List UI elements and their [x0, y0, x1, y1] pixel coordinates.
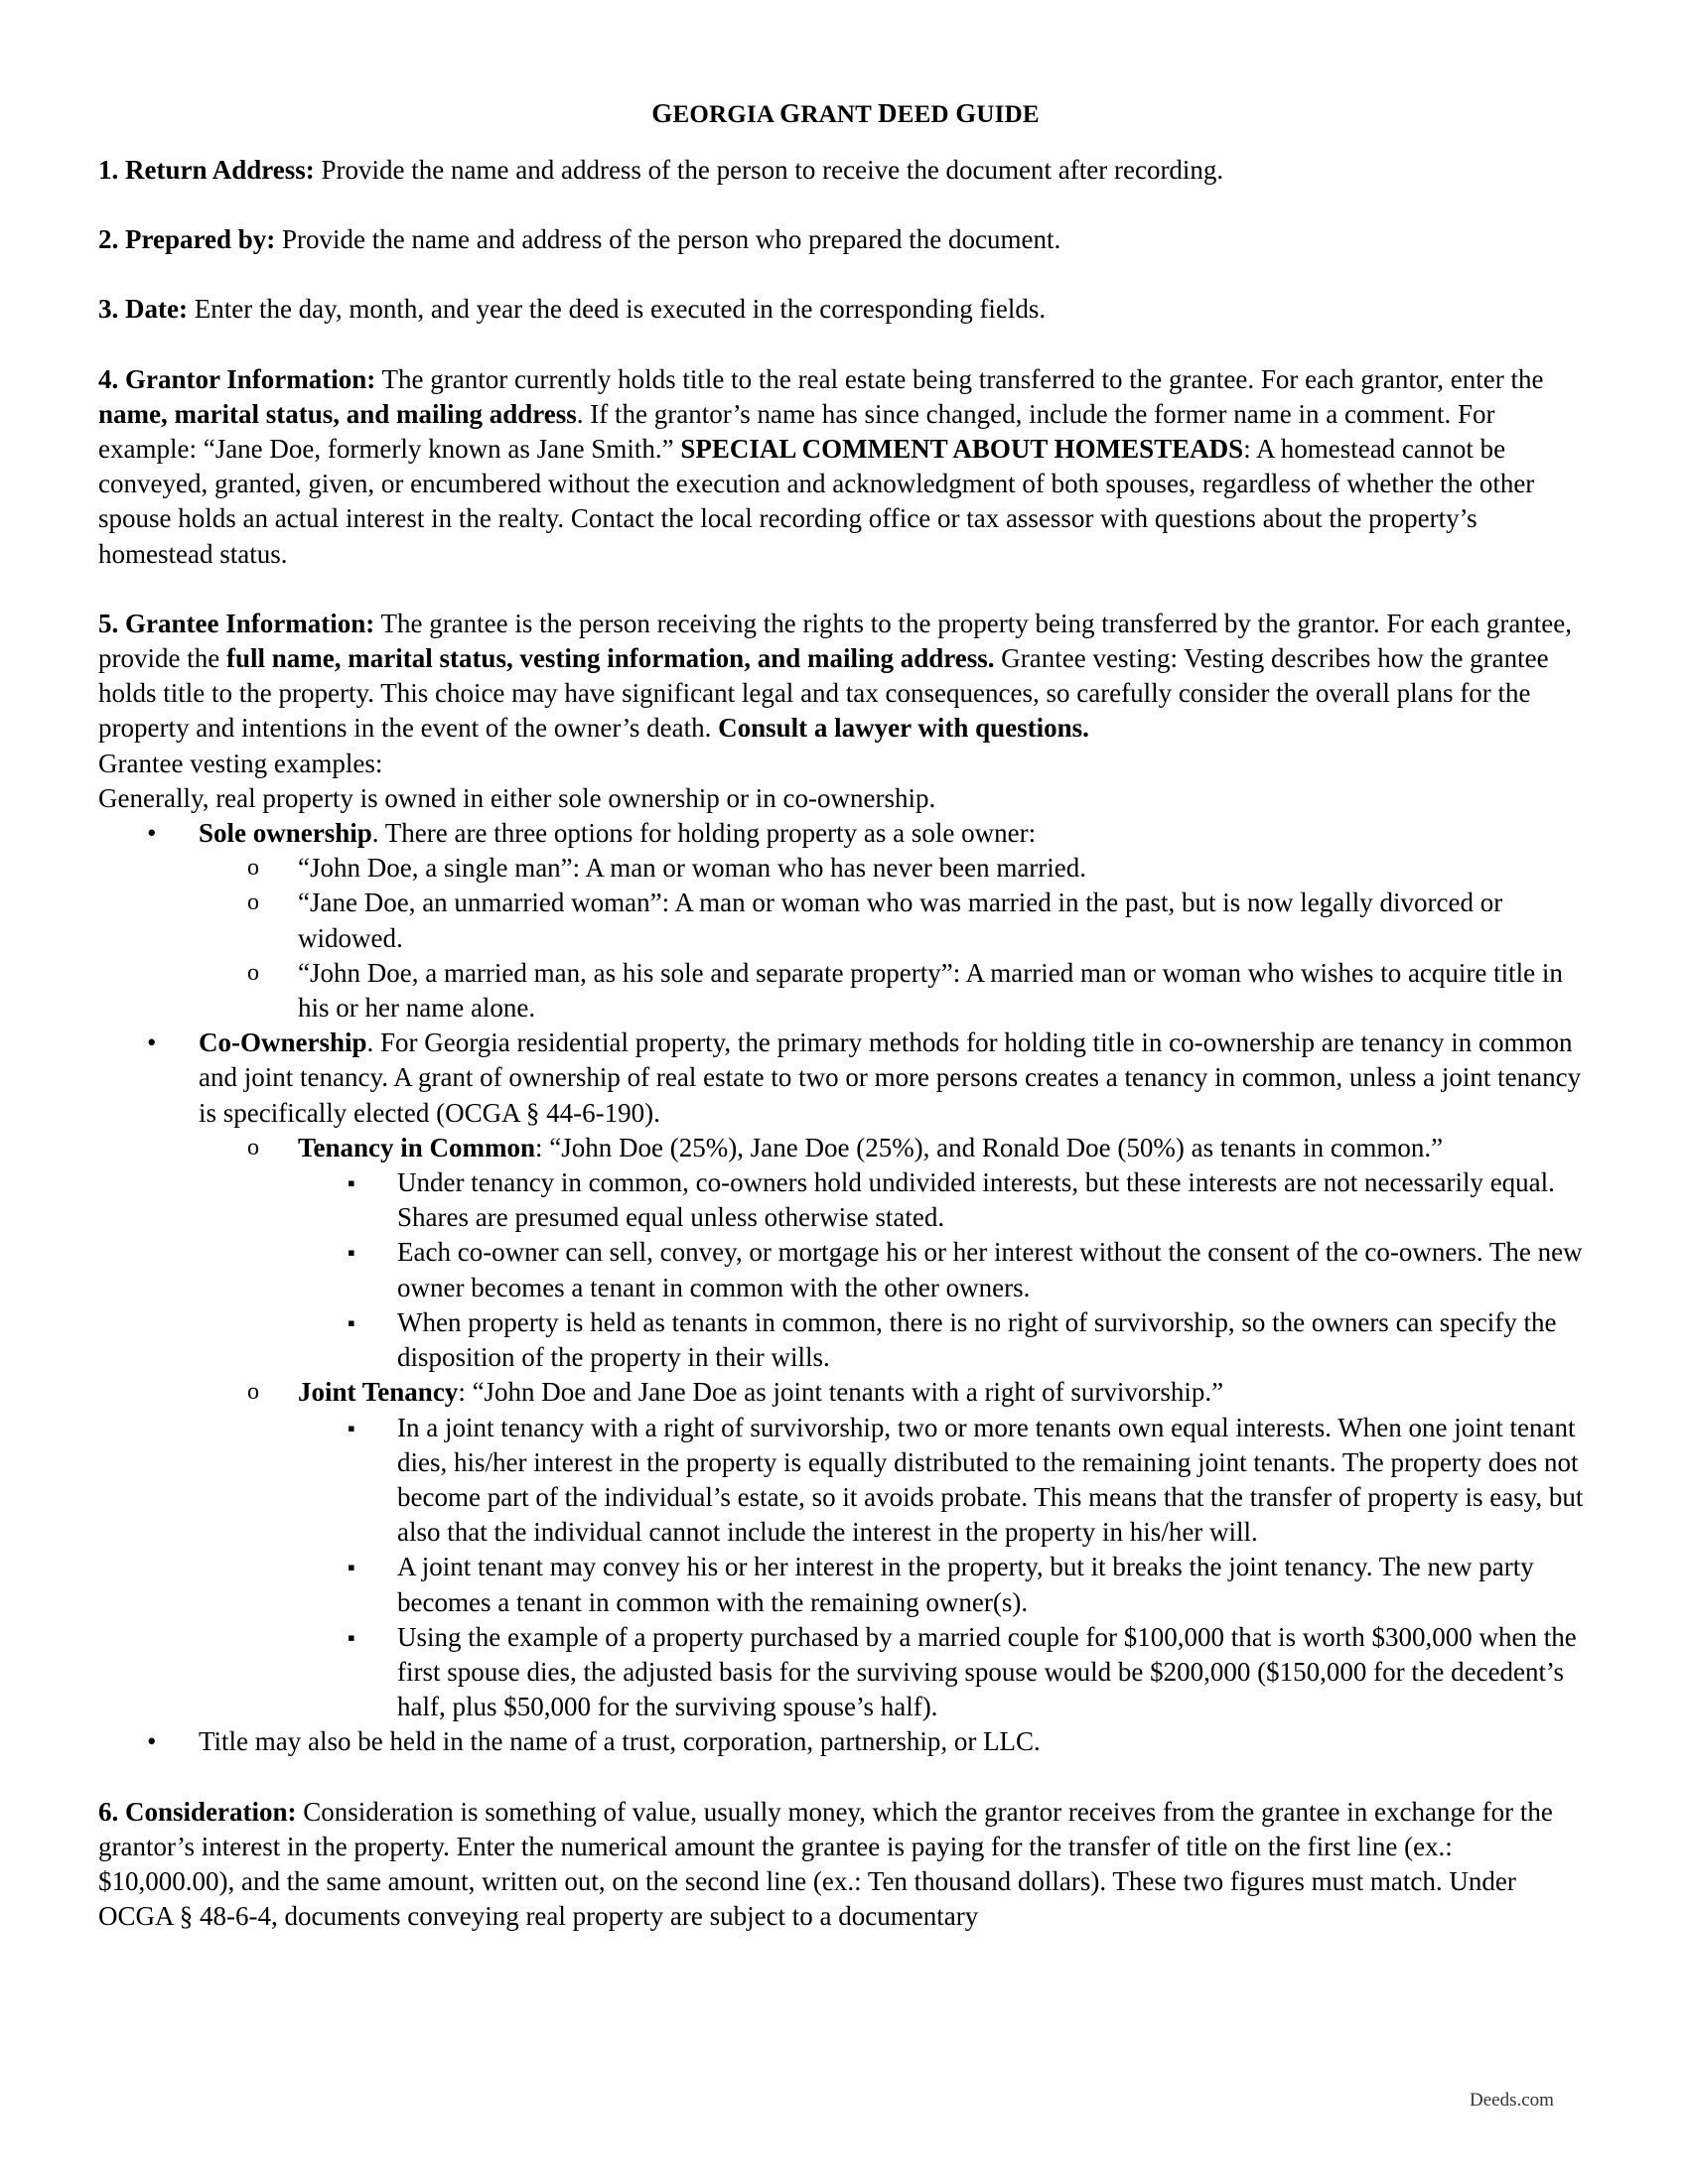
list-item-joint-tenancy: o Joint Tenancy: “John Doe and Jane Doe as joint tenants with a right of survivorship.” — [98, 1375, 1593, 1410]
list-item: o “John Doe, a single man”: A man or woman who has never been married. — [98, 851, 1593, 886]
list-item: ▪ A joint tenant may convey his or her interest in the property, but it breaks the joint tenancy. The new party becomes a tenant in common with the remaining owner(s). — [98, 1550, 1593, 1619]
list-item-sole-ownership: • Sole ownership. There are three options for holding property as a sole owner: — [98, 816, 1593, 851]
vesting-list — [98, 816, 1593, 1759]
list-item-trust: • Title may also be held in the name of a trust, corporation, partnership, or LLC. — [98, 1724, 1593, 1759]
section-return-address: 1. Return Address: Provide the name and address of the person to receive the document after recording. — [98, 155, 1224, 185]
list-item: ▪ Under tenancy in common, co-owners hold undivided interests, but these interests are not necessarily equal. Shares are presumed equal unless otherwise stated. — [98, 1165, 1593, 1235]
list-item: ▪ In a joint tenancy with a right of survivorship, two or more tenants own equal interests. When one joint tenant dies, his/her interest in the property is equally distributed to the remaining joint tenants. The property does not become part of the individual’s estate, so it avoids probate. This means that the transfer of property is easy, but also that the individual cannot include the interest in the property in his/her will. — [98, 1411, 1593, 1551]
section-grantor-information: 4. Grantor Information: The grantor currently holds title to the real estate being transferred to the grantee. For each grantor, enter the name, marital status, and mailing address. If the grantor’s name has since changed, include the former name in a comment. For example: “Jane Doe, formerly known as Jane Smith.” SPECIAL COMMENT ABOUT HOMESTEADS: A homestead cannot be conveyed, granted, given, or encumbered without the execution and acknowledgment of both spouses, regardless of whether the other spouse holds an actual interest in the realty. Contact the local recording office or tax assessor with questions about the property’s homestead status. — [98, 363, 1544, 569]
vesting-examples-heading: Grantee vesting examples: — [98, 748, 383, 778]
section-prepared-by: 2. Prepared by: Provide the name and address of the person who prepared the document. — [98, 224, 1061, 255]
section-grantee-information — [98, 607, 1593, 1760]
list-item: ▪ Using the example of a property purchased by a married couple for $100,000 that is worth $300,000 when the first spouse dies, the adjusted basis for the surviving spouse would be $200,000 ($150,000 for the decedent’s half, plus $50,000 for the surviving spouse’s half). — [98, 1620, 1593, 1725]
list-item-tenancy-in-common: o Tenancy in Common: “John Doe (25%), Jane Doe (25%), and Ronald Doe (50%) as tenants in common.” — [98, 1131, 1593, 1165]
document-page — [98, 96, 1593, 1934]
footer-brand: Deeds.com — [1470, 2090, 1554, 2111]
list-item: o “Jane Doe, an unmarried woman”: A man or woman who was married in the past, but is now legally divorced or widowed. — [98, 886, 1593, 955]
list-item: ▪ Each co-owner can sell, convey, or mortgage his or her interest without the consent of the co-owners. The new owner becomes a tenant in common with the other owners. — [98, 1235, 1593, 1304]
page-title: GEORGIA GRANT DEED GUIDE — [651, 98, 1040, 128]
list-item: ▪ When property is held as tenants in common, there is no right of survivorship, so the owners can specify the disposition of the property in their wills. — [98, 1305, 1593, 1375]
vesting-generally: Generally, real property is owned in either sole ownership or in co-ownership. — [98, 782, 936, 813]
section-consideration: 6. Consideration: Consideration is something of value, usually money, which the grantor receives from the grantee in exchange for the grantor’s interest in the property. Enter the numerical amount the grantee is paying for the transfer of title on the first line (ex.: $10,000.00), and the same amount, written out, on the second line (ex.: Ten thousand dollars). These two figures must match. Under OCGA § 48-6-4, documents conveying real property are subject to a documentary — [98, 1796, 1553, 1932]
list-item: o “John Doe, a married man, as his sole and separate property”: A married man or woman who wishes to acquire title in his or her name alone. — [98, 956, 1593, 1025]
list-item-co-ownership: • Co-Ownership. For Georgia residential property, the primary methods for holding title in co-ownership are tenancy in common and joint tenancy. A grant of ownership of real estate to two or more persons creates a tenancy in common, unless a joint tenancy is specifically elected (OCGA § 44-6-190). — [98, 1025, 1593, 1131]
section-date: 3. Date: Enter the day, month, and year the deed is executed in the corresponding fields. — [98, 294, 1047, 325]
grantee-intro: 5. Grantee Information: The grantee is the person receiving the rights to the property being transferred by the grantor. For each grantee, provide the full name, marital status, vesting information, and mailing address. Grantee vesting: Vesting describes how the grantee holds title to the property. This choice may have significant legal and tax consequences, so carefully consider the overall plans for the property and intentions in the event of the owner’s death. Consult a lawyer with questions. — [98, 608, 1573, 744]
